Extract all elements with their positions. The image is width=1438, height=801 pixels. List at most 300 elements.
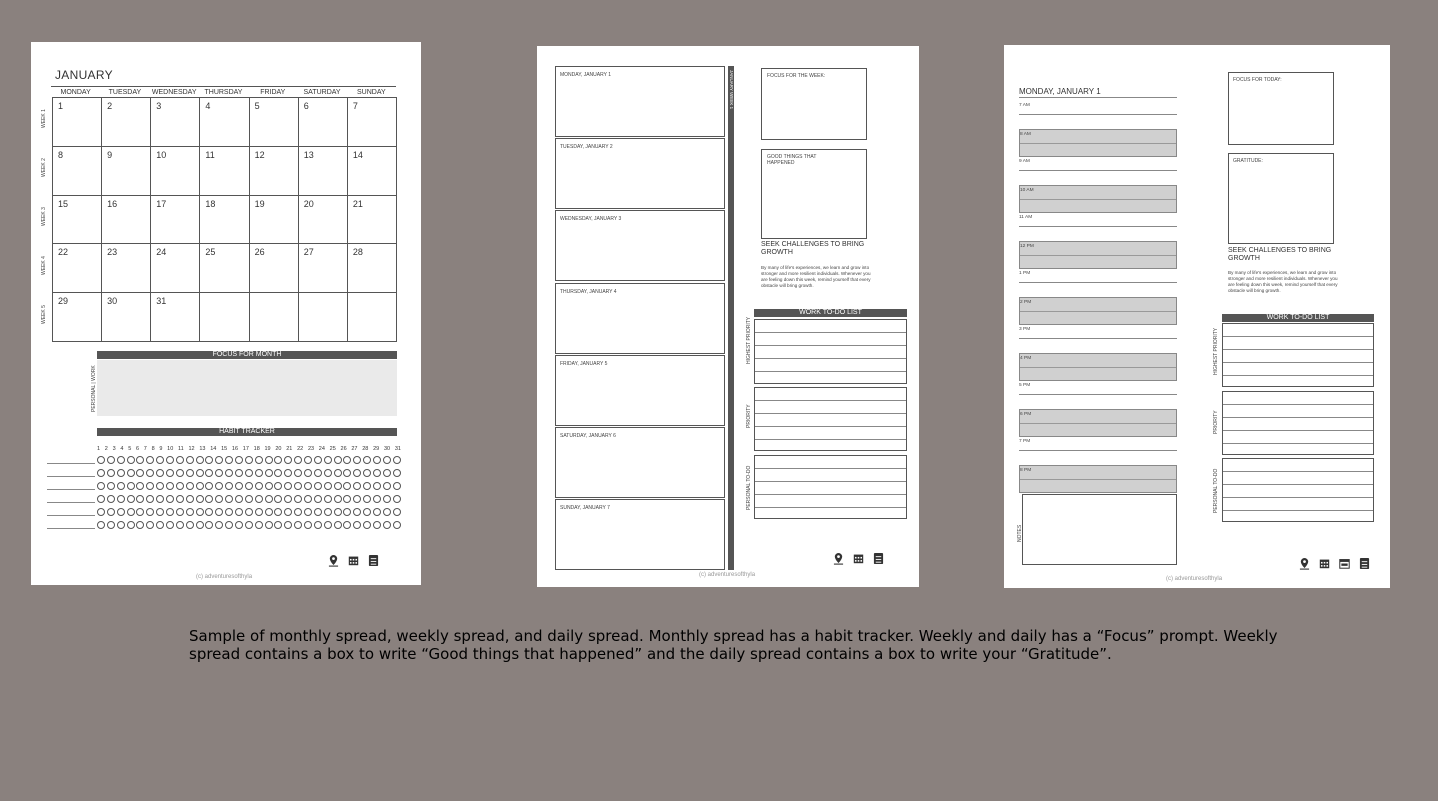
habit-checkbox[interactable]: [294, 469, 302, 477]
habit-row: [47, 466, 403, 479]
habit-checkbox[interactable]: [304, 469, 312, 477]
habit-checkbox[interactable]: [314, 521, 322, 529]
calendar-day-cell: 6: [299, 98, 348, 147]
day-box: [555, 499, 725, 570]
page-icons: [1299, 557, 1370, 570]
map-pin-icon: [328, 554, 339, 567]
habit-checkbox[interactable]: [235, 508, 243, 516]
habit-day-number: 24: [318, 446, 325, 452]
calendar-day-cell: 1: [53, 98, 102, 147]
habit-checkbox[interactable]: [304, 508, 312, 516]
habit-checkbox[interactable]: [235, 521, 243, 529]
calendar-grid-icon: [1319, 557, 1330, 570]
habit-day-number: 3: [112, 446, 116, 452]
notes-box: [1022, 494, 1177, 565]
weekday-label: SUNDAY: [357, 89, 386, 96]
todo-section-box: [1222, 323, 1374, 387]
habit-checkbox[interactable]: [127, 508, 135, 516]
habit-checkbox[interactable]: [393, 495, 401, 503]
habit-day-number: 21: [286, 446, 293, 452]
hour-label: 2 PM: [1020, 300, 1032, 305]
habit-checkbox[interactable]: [274, 456, 282, 464]
habit-checkbox[interactable]: [176, 456, 184, 464]
habit-checkbox[interactable]: [186, 495, 194, 503]
calendar-day-cell: 11: [200, 147, 249, 196]
weekday-label: TUESDAY: [108, 89, 142, 96]
month-title: JANUARY: [55, 68, 113, 82]
habit-checkbox[interactable]: [205, 521, 213, 529]
habit-checkbox[interactable]: [117, 456, 125, 464]
habit-checkbox[interactable]: [343, 508, 351, 516]
calendar-day-cell: 20: [299, 196, 348, 245]
habit-name-line[interactable]: [47, 521, 95, 529]
habit-checkbox[interactable]: [215, 469, 223, 477]
habit-checkbox[interactable]: [265, 482, 273, 490]
habit-checkbox[interactable]: [117, 469, 125, 477]
habit-name-line[interactable]: [47, 469, 95, 477]
habit-checkbox[interactable]: [127, 456, 135, 464]
todo-section-label: PERSONAL TO-DO: [746, 465, 752, 510]
habit-checkbox[interactable]: [334, 469, 342, 477]
weekday-label: THURSDAY: [204, 89, 243, 96]
habit-checkbox[interactable]: [294, 482, 302, 490]
hour-slot: [1019, 325, 1177, 353]
habit-day-number: 10: [167, 446, 174, 452]
todo-section-label: PRIORITY: [1213, 410, 1219, 434]
hour-slot: [1019, 269, 1177, 297]
habit-checkbox[interactable]: [156, 482, 164, 490]
habit-checkbox[interactable]: [353, 469, 361, 477]
weekday-label: SATURDAY: [303, 89, 341, 96]
habit-day-number: 7: [143, 446, 147, 452]
habit-checkbox[interactable]: [334, 482, 342, 490]
day-label: THURSDAY, JANUARY 4: [560, 289, 617, 295]
habit-checkbox[interactable]: [97, 495, 105, 503]
habit-name-line[interactable]: [47, 482, 95, 490]
habit-checkbox[interactable]: [265, 508, 273, 516]
habit-checkbox[interactable]: [363, 456, 371, 464]
habit-checkbox[interactable]: [205, 495, 213, 503]
habit-checkbox[interactable]: [97, 482, 105, 490]
habit-day-number: 16: [231, 446, 239, 452]
habit-checkbox[interactable]: [196, 469, 204, 477]
focus-side-label: PERSONAL | WORK: [91, 365, 97, 412]
habit-checkbox[interactable]: [136, 495, 144, 503]
habit-checkbox[interactable]: [156, 495, 164, 503]
calendar-day-cell: 14: [348, 147, 397, 196]
hour-slot: [1019, 465, 1177, 493]
habit-checkbox[interactable]: [265, 456, 273, 464]
habit-checkbox[interactable]: [166, 469, 174, 477]
habit-checkbox[interactable]: [393, 521, 401, 529]
habit-checkbox[interactable]: [284, 456, 292, 464]
habit-checkbox[interactable]: [373, 456, 381, 464]
habit-checkbox[interactable]: [265, 495, 273, 503]
habit-checkbox[interactable]: [255, 482, 263, 490]
habit-checkbox[interactable]: [156, 469, 164, 477]
habit-checkbox[interactable]: [324, 521, 332, 529]
habit-checkbox[interactable]: [97, 456, 105, 464]
habit-checkbox[interactable]: [274, 521, 282, 529]
focus-for-week-box: [761, 68, 867, 140]
habit-checkbox[interactable]: [196, 482, 204, 490]
habit-checkbox[interactable]: [255, 521, 263, 529]
habit-checkbox[interactable]: [334, 495, 342, 503]
habit-checkbox[interactable]: [186, 482, 194, 490]
habit-checkbox[interactable]: [353, 508, 361, 516]
hour-slot: [1019, 185, 1177, 213]
habit-row: [47, 505, 403, 518]
habit-checkbox[interactable]: [156, 508, 164, 516]
habit-day-numbers: [97, 446, 401, 452]
day-label: SUNDAY, JANUARY 7: [560, 505, 610, 511]
habit-checkbox[interactable]: [373, 469, 381, 477]
habit-checkbox[interactable]: [373, 521, 381, 529]
habit-checkbox[interactable]: [393, 508, 401, 516]
habit-checkbox[interactable]: [107, 508, 115, 516]
challenge-title: SEEK CHALLENGES TO BRING GROWTH: [761, 241, 865, 256]
habit-tracker-header: HABIT TRACKER: [97, 428, 397, 436]
habit-checkbox[interactable]: [383, 482, 391, 490]
habit-checkbox[interactable]: [146, 495, 154, 503]
habit-checkbox[interactable]: [196, 521, 204, 529]
focus-label: FOCUS FOR TODAY:: [1233, 77, 1282, 83]
habit-checkbox[interactable]: [274, 482, 282, 490]
hour-label: 11 AM: [1019, 215, 1033, 220]
weekday-label: FRIDAY: [260, 89, 286, 96]
habit-checkbox[interactable]: [107, 469, 115, 477]
habit-checkbox[interactable]: [314, 508, 322, 516]
habit-checkbox[interactable]: [284, 495, 292, 503]
habit-checkbox[interactable]: [215, 508, 223, 516]
habit-checkbox[interactable]: [107, 495, 115, 503]
habit-checkbox[interactable]: [176, 521, 184, 529]
habit-checkbox[interactable]: [107, 482, 115, 490]
habit-checkbox[interactable]: [314, 469, 322, 477]
habit-day-number: 18: [253, 446, 260, 452]
habit-checkbox[interactable]: [284, 469, 292, 477]
habit-checkbox[interactable]: [156, 521, 164, 529]
habit-checkbox[interactable]: [383, 456, 391, 464]
copyright-footer: (c) adventuresofthyla: [196, 574, 253, 580]
habit-checkbox[interactable]: [136, 456, 144, 464]
habit-day-number: 23: [307, 446, 315, 452]
calendar-day-cell: [348, 293, 397, 342]
habit-checkbox[interactable]: [304, 482, 312, 490]
habit-checkbox[interactable]: [284, 482, 292, 490]
habit-checkbox[interactable]: [117, 482, 125, 490]
good-things-box: [761, 149, 867, 239]
habit-checkbox[interactable]: [205, 456, 213, 464]
habit-checkbox[interactable]: [334, 521, 342, 529]
day-box: [555, 210, 725, 281]
challenge-body: By many of life's experiences, we learn and grow into stronger and more resilient individuals. Whenever you are feeling down this week, remind yourself that every obstacle will bring growth.: [761, 265, 871, 288]
monthly-spread-page: [31, 42, 421, 585]
habit-checkbox[interactable]: [215, 521, 223, 529]
habit-checkbox[interactable]: [97, 508, 105, 516]
habit-checkbox[interactable]: [136, 482, 144, 490]
month-calendar-grid: [52, 97, 397, 342]
habit-checkbox[interactable]: [353, 456, 361, 464]
habit-checkbox[interactable]: [274, 469, 282, 477]
habit-checkbox[interactable]: [205, 469, 213, 477]
calendar-day-cell: 27: [299, 244, 348, 293]
calendar-day-cell: 4: [200, 98, 249, 147]
daily-spread-page: [1004, 45, 1390, 588]
todo-section-label: PERSONAL TO-DO: [1213, 468, 1219, 513]
calendar-day-cell: 8: [53, 147, 102, 196]
habit-day-number: 8: [151, 446, 155, 452]
habit-checkbox[interactable]: [245, 508, 253, 516]
habit-checkbox[interactable]: [146, 482, 154, 490]
habit-checkbox[interactable]: [235, 456, 243, 464]
habit-checkbox[interactable]: [383, 495, 391, 503]
habit-checkbox[interactable]: [146, 508, 154, 516]
habit-checkbox[interactable]: [363, 495, 371, 503]
habit-checkbox[interactable]: [334, 508, 342, 516]
habit-checkbox[interactable]: [245, 495, 253, 503]
hour-label: 10 AM: [1020, 188, 1034, 193]
calendar-day-cell: 13: [299, 147, 348, 196]
habit-checkbox[interactable]: [117, 508, 125, 516]
habit-checkbox[interactable]: [294, 456, 302, 464]
habit-checkbox[interactable]: [127, 521, 135, 529]
habit-checkbox[interactable]: [127, 495, 135, 503]
habit-checkbox[interactable]: [284, 508, 292, 516]
calendar-day-cell: 22: [53, 244, 102, 293]
calendar-day-cell: 12: [250, 147, 299, 196]
habit-checkbox[interactable]: [136, 508, 144, 516]
habit-checkbox[interactable]: [215, 482, 223, 490]
calendar-day-cell: 28: [348, 244, 397, 293]
habit-row: [47, 479, 403, 492]
habit-checkbox[interactable]: [294, 508, 302, 516]
habit-checkbox[interactable]: [363, 508, 371, 516]
habit-checkbox[interactable]: [205, 482, 213, 490]
habit-checkbox[interactable]: [324, 469, 332, 477]
habit-checkbox[interactable]: [304, 495, 312, 503]
calendar-day-cell: 23: [102, 244, 151, 293]
focus-for-today-box: [1228, 72, 1334, 145]
todo-section-box: [1222, 391, 1374, 455]
habit-checkbox[interactable]: [186, 521, 194, 529]
habit-name-line[interactable]: [47, 495, 95, 503]
habit-checkbox[interactable]: [324, 482, 332, 490]
habit-day-number: 12: [188, 446, 195, 452]
habit-checkbox[interactable]: [146, 469, 154, 477]
habit-checkbox[interactable]: [294, 495, 302, 503]
habit-checkbox[interactable]: [383, 521, 391, 529]
weekday-label: WEDNESDAY: [151, 89, 197, 96]
work-todo-header: WORK TO-DO LIST: [1222, 314, 1374, 322]
habit-checkbox[interactable]: [343, 521, 351, 529]
habit-checkbox[interactable]: [166, 508, 174, 516]
hour-slot: [1019, 381, 1177, 409]
habit-checkbox[interactable]: [127, 482, 135, 490]
habit-day-number: 20: [275, 446, 282, 452]
habit-checkbox[interactable]: [186, 456, 194, 464]
habit-checkbox[interactable]: [225, 469, 233, 477]
habit-checkbox[interactable]: [186, 469, 194, 477]
habit-checkbox[interactable]: [343, 495, 351, 503]
habit-checkbox[interactable]: [265, 469, 273, 477]
todo-section-label: PRIORITY: [746, 404, 752, 428]
habit-checkbox[interactable]: [393, 482, 401, 490]
habit-checkbox[interactable]: [324, 495, 332, 503]
habit-checkbox[interactable]: [284, 521, 292, 529]
habit-checkbox[interactable]: [136, 521, 144, 529]
habit-checkbox[interactable]: [117, 521, 125, 529]
habit-checkbox[interactable]: [146, 456, 154, 464]
habit-checkbox[interactable]: [373, 482, 381, 490]
habit-day-number: 28: [362, 446, 369, 452]
habit-checkbox[interactable]: [245, 456, 253, 464]
habit-checkbox[interactable]: [324, 456, 332, 464]
habit-name-line[interactable]: [47, 456, 95, 464]
hour-label: 7 PM: [1019, 439, 1031, 444]
habit-checkbox[interactable]: [304, 521, 312, 529]
week-label: WEEK 4: [41, 256, 47, 275]
habit-day-number: 15: [221, 446, 228, 452]
habit-day-number: 2: [104, 446, 108, 452]
weekday-header: [51, 86, 396, 96]
habit-checkbox[interactable]: [255, 508, 263, 516]
habit-checkbox[interactable]: [255, 469, 263, 477]
todo-section-label: HIGHEST PRIORITY: [746, 316, 752, 364]
habit-checkbox[interactable]: [274, 495, 282, 503]
habit-checkbox[interactable]: [324, 508, 332, 516]
habit-checkbox[interactable]: [393, 469, 401, 477]
habit-checkbox[interactable]: [225, 508, 233, 516]
habit-day-number: 11: [178, 446, 184, 452]
challenge-title: SEEK CHALLENGES TO BRING GROWTH: [1228, 247, 1332, 262]
habit-checkbox[interactable]: [314, 482, 322, 490]
habit-checkbox[interactable]: [176, 469, 184, 477]
habit-checkbox[interactable]: [166, 495, 174, 503]
habit-checkbox[interactable]: [353, 482, 361, 490]
focus-label: FOCUS FOR THE WEEK:: [767, 73, 826, 79]
hour-label: 12 PM: [1020, 244, 1034, 249]
habit-checkbox[interactable]: [186, 508, 194, 516]
habit-day-number: 9: [159, 446, 163, 452]
habit-checkbox[interactable]: [343, 482, 351, 490]
habit-checkbox[interactable]: [117, 495, 125, 503]
habit-checkbox[interactable]: [136, 469, 144, 477]
habit-checkbox[interactable]: [255, 456, 263, 464]
habit-checkbox[interactable]: [107, 521, 115, 529]
habit-day-number: 27: [351, 446, 358, 452]
habit-checkbox[interactable]: [215, 495, 223, 503]
habit-checkbox[interactable]: [343, 469, 351, 477]
day-box: [555, 355, 725, 426]
habit-checkbox[interactable]: [363, 469, 371, 477]
habit-checkbox[interactable]: [334, 456, 342, 464]
habit-checkbox[interactable]: [353, 521, 361, 529]
habit-checkbox[interactable]: [166, 482, 174, 490]
habit-checkbox[interactable]: [196, 508, 204, 516]
habit-checkbox[interactable]: [383, 508, 391, 516]
habit-name-line[interactable]: [47, 508, 95, 516]
habit-checkbox[interactable]: [176, 482, 184, 490]
habit-checkbox[interactable]: [373, 495, 381, 503]
map-pin-icon: [1299, 557, 1310, 570]
habit-checkbox[interactable]: [166, 521, 174, 529]
week-label: WEEK 1: [41, 109, 47, 128]
habit-checkbox[interactable]: [373, 508, 381, 516]
habit-checkbox[interactable]: [127, 469, 135, 477]
habit-checkbox[interactable]: [265, 521, 273, 529]
habit-checkbox[interactable]: [166, 456, 174, 464]
caption-text: Sample of monthly spread, weekly spread, and daily spread. Monthly spread has a habit tracker. Weekly and daily has a “Focus” prompt. Weekly spread contains a box to write “Good things that happened” and the daily spread contains a box to write your “Gratitude”.: [189, 627, 1278, 663]
habit-checkbox[interactable]: [107, 456, 115, 464]
calendar-day-cell: 29: [53, 293, 102, 342]
habit-checkbox[interactable]: [176, 495, 184, 503]
habit-checkbox[interactable]: [235, 495, 243, 503]
habit-checkbox[interactable]: [225, 456, 233, 464]
hour-slot: [1019, 129, 1177, 157]
habit-checkbox[interactable]: [205, 508, 213, 516]
habit-checkbox[interactable]: [314, 495, 322, 503]
habit-checkbox[interactable]: [196, 456, 204, 464]
copyright-footer: (c) adventuresofthyla: [1166, 576, 1223, 582]
habit-checkbox[interactable]: [314, 456, 322, 464]
habit-day-number: 25: [329, 446, 336, 452]
habit-checkbox[interactable]: [225, 482, 233, 490]
habit-checkbox[interactable]: [383, 469, 391, 477]
focus-for-month-header: FOCUS FOR MONTH: [97, 351, 397, 359]
habit-checkbox[interactable]: [304, 456, 312, 464]
habit-checkbox[interactable]: [274, 508, 282, 516]
habit-checkbox[interactable]: [363, 482, 371, 490]
calendar-day-cell: 24: [151, 244, 200, 293]
habit-checkbox[interactable]: [225, 495, 233, 503]
habit-checkbox[interactable]: [97, 521, 105, 529]
habit-checkbox[interactable]: [235, 469, 243, 477]
hour-label: 9 AM: [1019, 159, 1030, 164]
habit-checkbox[interactable]: [353, 495, 361, 503]
habit-day-number: 22: [297, 446, 304, 452]
habit-checkbox[interactable]: [225, 521, 233, 529]
hour-label: 5 PM: [1019, 383, 1031, 388]
habit-checkbox[interactable]: [255, 495, 263, 503]
day-box: [555, 138, 725, 209]
habit-checkbox[interactable]: [156, 456, 164, 464]
habit-checkbox[interactable]: [235, 482, 243, 490]
habit-checkbox[interactable]: [245, 482, 253, 490]
map-pin-icon: [833, 552, 844, 565]
hour-label: 3 PM: [1019, 327, 1031, 332]
habit-checkbox[interactable]: [97, 469, 105, 477]
habit-checkbox[interactable]: [363, 521, 371, 529]
hour-slot: [1019, 213, 1177, 241]
gratitude-label: GRATITUDE:: [1233, 158, 1263, 164]
hour-label: 1 PM: [1019, 271, 1031, 276]
habit-checkbox[interactable]: [343, 456, 351, 464]
habit-checkbox[interactable]: [245, 469, 253, 477]
calendar-grid-icon: [853, 552, 864, 565]
habit-checkbox[interactable]: [215, 456, 223, 464]
calendar-day-cell: 31: [151, 293, 200, 342]
habit-checkbox[interactable]: [196, 495, 204, 503]
calendar-day-cell: 15: [53, 196, 102, 245]
habit-checkbox[interactable]: [294, 521, 302, 529]
habit-checkbox[interactable]: [176, 508, 184, 516]
habit-checkbox[interactable]: [393, 456, 401, 464]
calendar-day-cell: 9: [102, 147, 151, 196]
todo-section-box: [754, 319, 907, 384]
habit-checkbox[interactable]: [245, 521, 253, 529]
habit-checkbox[interactable]: [146, 521, 154, 529]
